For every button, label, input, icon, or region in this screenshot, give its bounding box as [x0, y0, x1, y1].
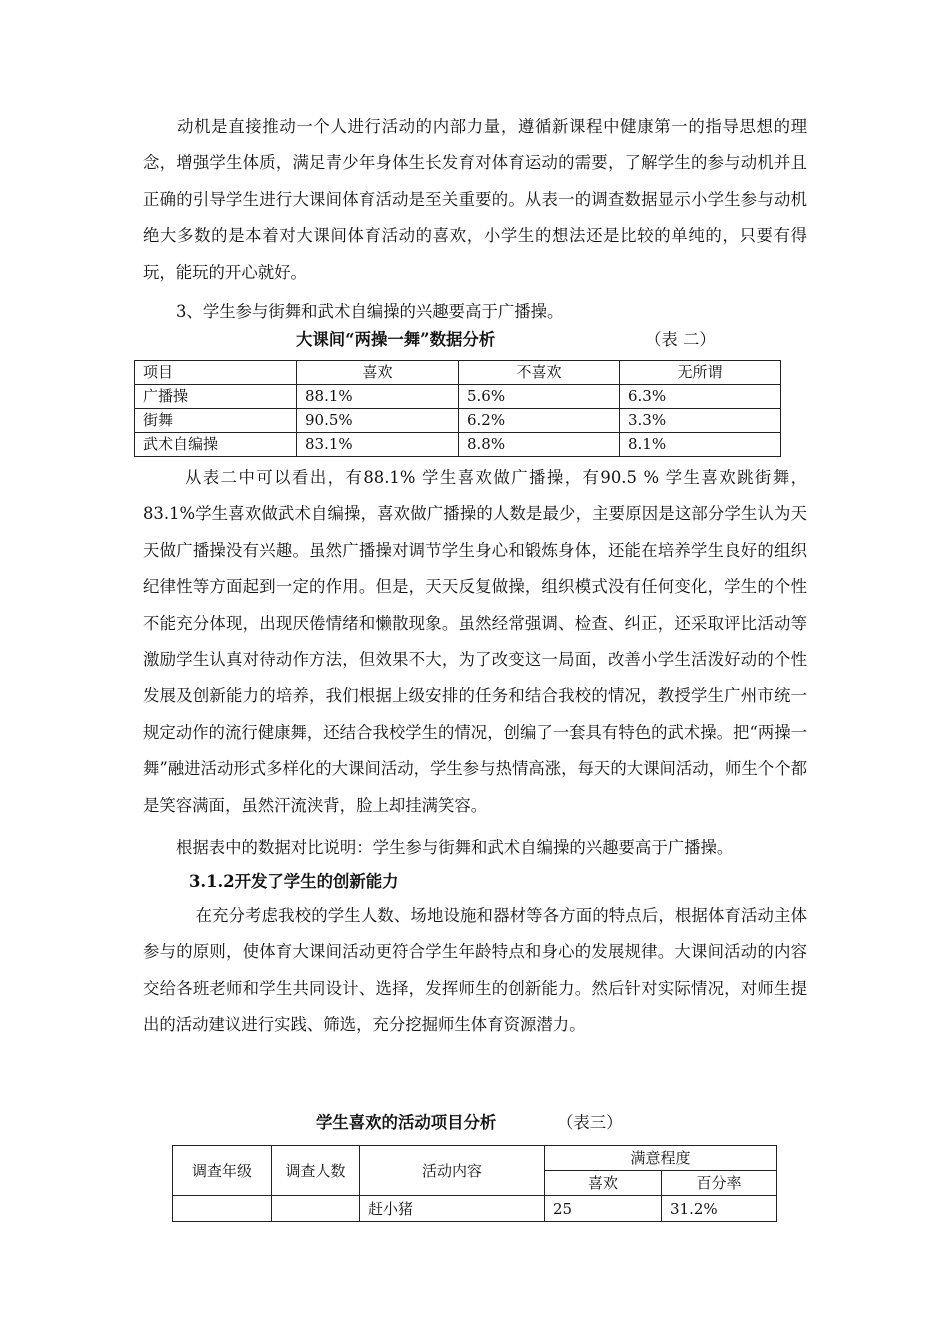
section-heading: 3.1.2开发了学生的创新能力 — [189, 872, 399, 891]
table-cell: 5.6% — [459, 385, 620, 409]
paragraph-motivation: 动机是直接推动一个人进行活动的内部力量，遵循新课程中健康第一的指导思想的理念，增强学生体质，满足青少年身体生长发育对体育运动的需要，了解学生的参与动机并且正确的引导学生进行大课间体育活动是至关重要的。从表一的调查数据显示小学生参与动机绝大多数的是本着对大课间体育活动的喜欢，小学生的想法还是比较的单纯的，只要有得玩，能玩的开心就好。 — [143, 117, 807, 282]
paragraph-analysis: 从表二中可以看出，有88.1% 学生喜欢做广播操，有90.5 % 学生喜欢跳街舞，83.1%学生喜欢做武术自编操，喜欢做广播操的人数是最少，主要原因是这部分学生认为天天做广播操没有兴趣。虽然广播操对调节学生身心和锻炼身体，还能在培养学生良好的组织纪律性等方面起到一定的作用。但是，天天反复做操，组织模式没有任何变化，学生的个性不能充分体现，出现厌倦情绪和懒散现象。虽然经常强调、检查、纠正，还采取评比活动等激励学生认真对待动作方法，但效果不大，为了改变这一局面，改善小学生活泼好动的个性发展及创新能力的培养，我们根据上级安排的任务和结合我校的情况，教授学生广州市统一规定动作的流行健康舞，还结合我校学生的情况，创编了一套具有特色的武术操。把“两操一舞”融进活动形式多样化的大课间活动，学生参与热情高涨，每天的大课间活动，师生个个都是笑容满面，虽然汗流浃背，脸上却挂满笑容。 — [143, 468, 808, 815]
table-cell: 6.2% — [459, 409, 620, 433]
table-cell: 3.3% — [620, 409, 781, 433]
table3-header-grade: 调查年级 — [173, 1146, 272, 1196]
table3-header-like: 喜欢 — [545, 1171, 662, 1196]
table-cell: 83.1% — [297, 433, 459, 457]
table3-header-rate: 百分率 — [662, 1171, 777, 1196]
table-row — [173, 1146, 777, 1171]
table3-label: （表三） — [557, 1113, 623, 1132]
table2-title: 大课间“两操一舞”数据分析 — [296, 330, 496, 349]
paragraph-creativity: 在充分考虑我校的学生人数、场地设施和器材等各方面的特点后，根据体育活动主体参与的原则，使体育大课间活动更符合学生年龄特点和身心的发展规律。大课间活动的内容交给各班老师和学生共同设计、选择，发挥师生的创新能力。然后针对实际情况，对师生提出的活动建议进行实践、筛选，充分挖掘师生体育资源潜力。 — [143, 906, 807, 1035]
table-cell: 90.5% — [297, 409, 459, 433]
table-row — [135, 433, 781, 457]
table-cell — [272, 1196, 360, 1222]
table-row — [135, 385, 781, 409]
table-cell: 赶小猪 — [360, 1196, 545, 1222]
table3-title: 学生喜欢的活动项目分析 — [316, 1113, 497, 1132]
table2-header-like: 喜欢 — [297, 361, 459, 385]
table-row — [135, 361, 781, 385]
table3-header-count: 调查人数 — [272, 1146, 360, 1196]
table3-header-satisfaction: 满意程度 — [545, 1146, 777, 1171]
table-cell: 31.2% — [662, 1196, 777, 1222]
table3-header-activity: 活动内容 — [360, 1146, 545, 1196]
table-cell: 6.3% — [620, 385, 781, 409]
table2-label: （表 二） — [645, 330, 716, 349]
table-row — [173, 1196, 777, 1222]
table-cell: 街舞 — [135, 409, 297, 433]
table-cell: 武术自编操 — [135, 433, 297, 457]
table-cell: 8.1% — [620, 433, 781, 457]
table-cell: 25 — [545, 1196, 662, 1222]
table-row — [135, 409, 781, 433]
table2-header-item: 项目 — [135, 361, 297, 385]
table-cell: 88.1% — [297, 385, 459, 409]
point-3: 3、学生参与街舞和武术自编操的兴趣要高于广播操。 — [176, 302, 564, 321]
table3 — [172, 1145, 777, 1222]
table2 — [134, 360, 781, 457]
table2-header-indifferent: 无所谓 — [620, 361, 781, 385]
table-cell: 广播操 — [135, 385, 297, 409]
table2-header-dislike: 不喜欢 — [459, 361, 620, 385]
table-cell: 8.8% — [459, 433, 620, 457]
table-cell — [173, 1196, 272, 1222]
paragraph-conclusion: 根据表中的数据对比说明：学生参与街舞和武术自编操的兴趣要高于广播操。 — [176, 838, 734, 857]
